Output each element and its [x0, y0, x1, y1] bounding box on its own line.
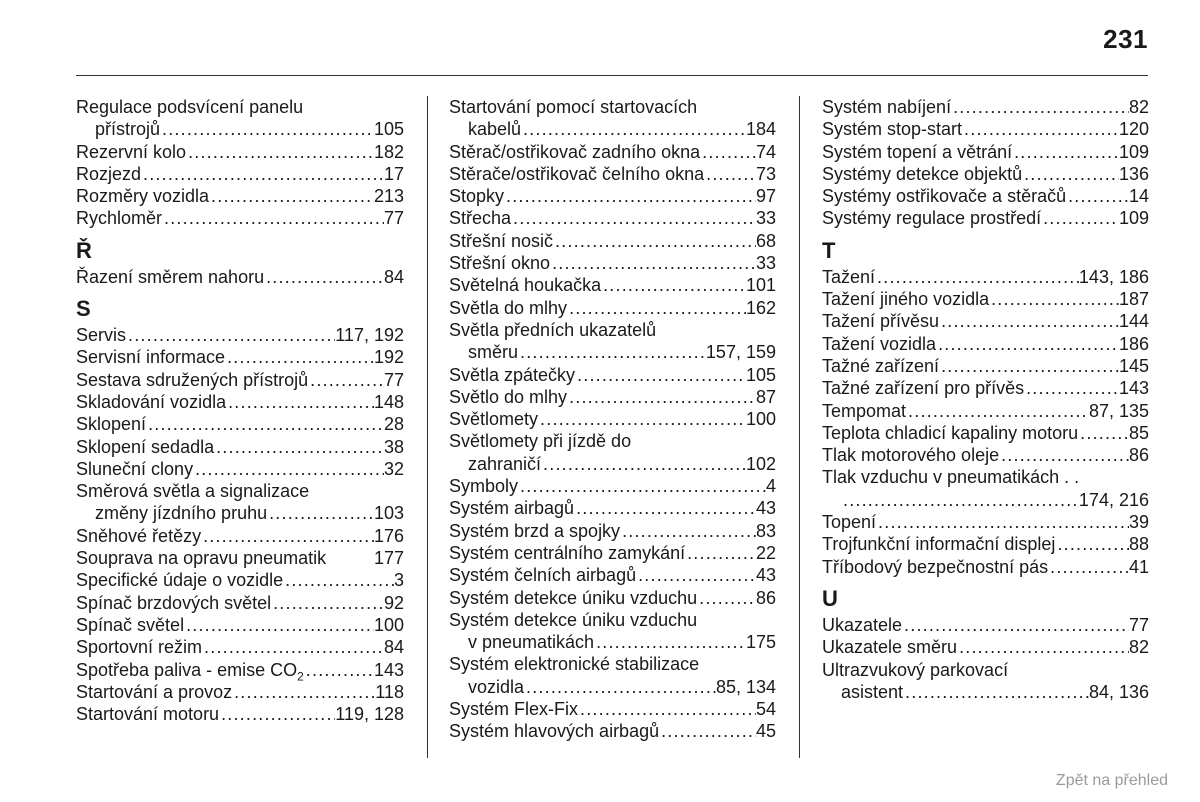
entry-label: Sklopení sedadla: [76, 436, 215, 457]
entry-label: Tažení přívěsu: [822, 311, 940, 332]
page-ref: 32: [383, 458, 404, 479]
page-ref: 73: [755, 163, 776, 184]
entry-label: vozidla: [468, 676, 525, 697]
section-letter: T: [822, 237, 836, 263]
page-ref: 101: [745, 275, 776, 296]
leader-dots: [209, 185, 374, 207]
page-ref: 39: [1128, 512, 1149, 533]
page-ref: 176: [373, 525, 404, 546]
entry-label: Světla do mlhy: [449, 297, 568, 318]
entry-label: Systém detekce úniku vzduchu: [449, 587, 698, 608]
index-entry[interactable]: [76, 659, 404, 684]
index-heading: Tlak vzduchu v pneumatikách . .: [822, 467, 1080, 488]
leader-dots: [876, 511, 1129, 533]
entry-label: Systém hlavových airbagů: [449, 721, 660, 742]
page-ref: 143: [373, 659, 404, 680]
index-entry[interactable]: [76, 118, 404, 140]
page-ref: 177: [373, 548, 404, 569]
leader-dots: [620, 520, 756, 542]
index-entry[interactable]: [822, 533, 1149, 555]
entry-label: Tempomat: [822, 400, 907, 421]
index-entry[interactable]: [822, 422, 1149, 444]
entry-label-text: Spotřeba paliva - emise CO: [76, 659, 298, 680]
leader-dots: [903, 681, 1089, 703]
leader-dots: [962, 118, 1119, 140]
entry-label: kabelů: [468, 119, 522, 140]
index-entry[interactable]: [822, 400, 1149, 422]
page-ref: 103: [373, 503, 404, 524]
leader-dots: [201, 525, 374, 547]
index-entry[interactable]: [822, 489, 1149, 511]
index-entry[interactable]: [449, 163, 776, 185]
page-ref: 3: [393, 570, 404, 591]
index-heading: Systém detekce úniku vzduchu: [449, 609, 698, 630]
index-entry[interactable]: [449, 297, 776, 319]
page-ref: 86: [1128, 445, 1149, 466]
entry-label: Teplota chladicí kapaliny motoru: [822, 422, 1079, 443]
entry-label: Střešní nosič: [449, 230, 554, 251]
index-entry[interactable]: [449, 475, 776, 497]
index-entry[interactable]: [822, 288, 1149, 310]
index-entry[interactable]: [822, 310, 1149, 332]
entry-label: Trojfunkční informační displej: [822, 534, 1056, 555]
page-ref: 100: [373, 614, 404, 635]
page-ref: 87, 135: [1088, 400, 1149, 421]
index-column-2: [449, 96, 776, 743]
leader-dots: [875, 266, 1079, 288]
entry-label: Systémy ostřikovače a stěračů: [822, 186, 1067, 207]
index-entry[interactable]: [822, 333, 1149, 355]
leader-dots: [160, 118, 374, 140]
entry-label: Stěrače/ostřikovač čelního okna: [449, 163, 705, 184]
leader-dots: [601, 274, 746, 296]
page-ref: 28: [383, 414, 404, 435]
entry-label: Spínač světel: [76, 614, 185, 635]
leader-dots: [567, 386, 756, 408]
page-ref: 192: [373, 347, 404, 368]
page-ref: 119, 128: [335, 704, 404, 725]
leader-dots: [126, 324, 335, 346]
page-ref: 144: [1118, 311, 1149, 332]
index-entry[interactable]: [449, 564, 776, 586]
leader-dots: [906, 400, 1089, 422]
entry-label: Tažné zařízení: [822, 355, 940, 376]
leader-dots: [704, 163, 756, 185]
index-heading: Světla předních ukazatelů: [449, 319, 657, 340]
index-entry[interactable]: [822, 511, 1149, 533]
entry-label: Souprava na opravu pneumatik: [76, 548, 327, 569]
entry-label: Systémy regulace prostředí: [822, 208, 1042, 229]
index-entry[interactable]: [822, 377, 1149, 399]
index-entry[interactable]: [76, 436, 404, 458]
index-entry[interactable]: [449, 720, 776, 742]
index-entry[interactable]: [822, 614, 1149, 636]
index-column-3: [822, 96, 1149, 703]
section-letter: S: [76, 296, 91, 322]
leader-dots: [146, 413, 384, 435]
leader-dots: [578, 698, 756, 720]
page-ref: 4: [765, 476, 776, 497]
leader-dots: [1024, 377, 1119, 399]
entry-label: Sklopení: [76, 414, 147, 435]
leader-dots: [700, 141, 756, 163]
index-entry[interactable]: [76, 207, 404, 229]
index-entry[interactable]: [822, 141, 1149, 163]
index-entry[interactable]: [449, 207, 776, 229]
page-ref: 143: [1118, 378, 1149, 399]
leader-dots: [511, 207, 756, 229]
entry-label: Systém centrálního zamykání: [449, 542, 686, 563]
index-entry[interactable]: [449, 230, 776, 252]
leader-dots: [999, 444, 1129, 466]
page-ref: 17: [383, 163, 404, 184]
section-letter: U: [822, 585, 838, 611]
index-entry[interactable]: [76, 369, 404, 391]
page-ref: 100: [745, 409, 776, 430]
page-ref: 77: [383, 369, 404, 390]
index-entry[interactable]: [822, 444, 1149, 466]
entry-label: Sestava sdružených přístrojů: [76, 369, 309, 390]
leader-dots: [936, 333, 1119, 355]
index-entry[interactable]: [76, 525, 404, 547]
leader-dots: [1078, 422, 1129, 444]
back-to-overview-link[interactable]: Zpět na přehled: [1055, 772, 1168, 789]
entry-label: zahraničí: [468, 453, 542, 474]
leader-dots: [184, 614, 374, 636]
index-column-1: [76, 96, 404, 725]
index-entry[interactable]: [449, 631, 776, 653]
entry-label: asistent: [841, 681, 904, 702]
page-ref: 85, 134: [715, 676, 776, 697]
leader-dots: [1012, 141, 1119, 163]
entry-label: Sluneční clony: [76, 458, 194, 479]
leader-dots: [219, 703, 335, 725]
entry-label: Startování motoru: [76, 704, 220, 725]
index-entry[interactable]: [822, 636, 1149, 658]
leader-dots: [541, 453, 746, 475]
page-ref: 38: [383, 436, 404, 457]
leader-dots: [518, 341, 706, 363]
entry-label: Rezervní kolo: [76, 141, 187, 162]
index-entry[interactable]: [76, 636, 404, 658]
index-entry[interactable]: [76, 413, 404, 435]
entry-label: Ukazatele směru: [822, 637, 958, 658]
index-entry[interactable]: [449, 587, 776, 609]
entry-label: Světla zpátečky: [449, 364, 576, 385]
leader-dots: [594, 631, 746, 653]
leader-dots: [232, 681, 375, 703]
page-ref: 162: [745, 297, 776, 318]
index-entry[interactable]: [449, 118, 776, 140]
leader-dots: [225, 346, 374, 368]
leader-dots: [902, 614, 1129, 636]
page-ref: 33: [755, 208, 776, 229]
entry-label: Startování a provoz: [76, 681, 233, 702]
entry-label: Topení: [822, 512, 877, 533]
page-ref: 88: [1128, 534, 1149, 555]
index-entry[interactable]: [822, 355, 1149, 377]
page-ref: 22: [755, 542, 776, 563]
entry-label: změny jízdního pruhu: [95, 503, 268, 524]
leader-dots: [1022, 163, 1119, 185]
index-entry[interactable]: [76, 502, 404, 524]
entry-label: Ukazatele: [822, 614, 903, 635]
leader-dots: [521, 118, 746, 140]
page-ref: 68: [755, 230, 776, 251]
index-entry[interactable]: [449, 386, 776, 408]
page-ref: 84: [383, 266, 404, 287]
page-ref: 41: [1128, 556, 1149, 577]
page-ref: 213: [373, 186, 404, 207]
entry-label: Tažné zařízení pro přívěs: [822, 378, 1025, 399]
page-ref: 74: [755, 141, 776, 162]
page-ref: 77: [383, 208, 404, 229]
page-ref: 97: [755, 186, 776, 207]
leader-dots: [550, 252, 756, 274]
page-ref: 136: [1118, 163, 1149, 184]
leader-dots: [575, 364, 746, 386]
index-heading: Ultrazvukový parkovací: [822, 659, 1009, 680]
leader-dots: [939, 310, 1119, 332]
page-ref: 186: [1118, 333, 1149, 354]
leader-dots: [271, 592, 384, 614]
entry-label: Systémy detekce objektů: [822, 163, 1023, 184]
column-divider: [427, 96, 428, 758]
page-ref: 120: [1118, 119, 1149, 140]
leader-dots: [553, 230, 756, 252]
index-entry[interactable]: [76, 614, 404, 636]
page-ref: 87: [755, 386, 776, 407]
leader-dots: [141, 163, 384, 185]
page-ref: 85: [1128, 422, 1149, 443]
leader-dots: [951, 96, 1129, 118]
page-ref: 14: [1128, 186, 1149, 207]
leader-dots: [636, 564, 756, 586]
entry-label: Systém stop-start: [822, 119, 963, 140]
index-entry[interactable]: [822, 118, 1149, 140]
page-ref: 77: [1128, 614, 1149, 635]
index-heading: Směrová světla a signalizace: [76, 481, 310, 502]
page-ref: 184: [745, 119, 776, 140]
page-ref: 175: [745, 632, 776, 653]
index-entry[interactable]: [449, 542, 776, 564]
index-heading: Startování pomocí startovacích: [449, 97, 698, 117]
index-entry[interactable]: [76, 266, 404, 288]
page-number: 231: [1103, 24, 1148, 54]
page-ref: 92: [383, 592, 404, 613]
page-ref: 43: [755, 498, 776, 519]
leader-dots: [193, 458, 384, 480]
index-entry[interactable]: [822, 556, 1149, 578]
entry-label: Systém čelních airbagů: [449, 565, 637, 586]
entry-label: Světelná houkačka: [449, 275, 602, 296]
entry-label: Střecha: [449, 208, 512, 229]
entry-label: Sportovní režim: [76, 637, 203, 658]
entry-label: Spínač brzdových světel: [76, 592, 272, 613]
leader-dots: [685, 542, 756, 564]
entry-label: Tlak motorového oleje: [822, 445, 1000, 466]
leader-dots: [1048, 556, 1129, 578]
page-ref: 45: [755, 721, 776, 742]
entry-label: Systém topení a větrání: [822, 141, 1013, 162]
page-ref: 148: [373, 391, 404, 412]
index-entry[interactable]: [449, 364, 776, 386]
page-ref: 109: [1118, 208, 1149, 229]
page-ref: 84, 136: [1088, 681, 1149, 702]
page-ref: 83: [755, 520, 776, 541]
section-letter: Ř: [76, 237, 92, 263]
index-entry[interactable]: [822, 185, 1149, 207]
entry-label: Servis: [76, 325, 127, 346]
leader-dots: [574, 497, 756, 519]
page-ref: 118: [375, 681, 404, 702]
leader-dots: [1041, 207, 1119, 229]
leader-dots: [697, 587, 756, 609]
entry-label: Systém Flex-Fix: [449, 699, 579, 720]
index-entry[interactable]: [449, 141, 776, 163]
index-entry[interactable]: [449, 408, 776, 430]
index-entry[interactable]: [822, 96, 1149, 118]
index-entry[interactable]: [449, 185, 776, 207]
index-heading: Světlomety při jízdě do: [449, 431, 632, 452]
page-ref: 82: [1128, 97, 1149, 117]
index-entry[interactable]: [76, 324, 404, 346]
page-ref: 84: [383, 637, 404, 658]
leader-dots: [1055, 533, 1129, 555]
entry-label: Řazení směrem nahoru: [76, 266, 265, 287]
page-ref: 105: [373, 119, 404, 140]
index-entry[interactable]: [449, 274, 776, 296]
entry-label: přístrojů: [95, 119, 161, 140]
column-divider: [799, 96, 800, 758]
leader-dots: [939, 355, 1119, 377]
index-entry[interactable]: [449, 698, 776, 720]
leader-dots: [202, 636, 384, 658]
leader-dots: [989, 288, 1119, 310]
leader-dots: [226, 391, 374, 413]
index-entry[interactable]: [76, 703, 404, 725]
index-heading: Regulace podsvícení panelu: [76, 97, 304, 117]
leader-dots: [283, 569, 394, 591]
leader-dots: [518, 475, 766, 497]
entry-label: Tažení vozidla: [822, 333, 937, 354]
page-ref: 82: [1128, 637, 1149, 658]
page-ref: 182: [373, 141, 404, 162]
page-ref: 54: [755, 699, 776, 720]
page-ref: 174, 216: [1078, 489, 1149, 510]
entry-label: Tříbodový bezpečnostní pás: [822, 556, 1049, 577]
index-entry[interactable]: [76, 163, 404, 185]
page-ref: 187: [1118, 289, 1149, 310]
subscript-2: 2: [297, 669, 304, 684]
page-ref: 109: [1118, 141, 1149, 162]
page-ref: 43: [755, 565, 776, 586]
entry-label: [76, 659, 304, 684]
page-ref: 33: [755, 253, 776, 274]
entry-label: Systém nabíjení: [822, 97, 952, 117]
entry-label: Rozjezd: [76, 163, 142, 184]
index-entry[interactable]: [449, 676, 776, 698]
index-entry[interactable]: [76, 185, 404, 207]
leader-dots: [304, 659, 374, 681]
leader-dots: [567, 297, 746, 319]
index-entry[interactable]: [76, 458, 404, 480]
index-entry[interactable]: [822, 163, 1149, 185]
entry-label: Servisní informace: [76, 347, 226, 368]
entry-label: Specifické údaje o vozidle: [76, 570, 284, 591]
entry-label: Rozměry vozidla: [76, 186, 210, 207]
index-entry[interactable]: [76, 346, 404, 368]
page-ref: 102: [745, 453, 776, 474]
entry-label: Symboly: [449, 476, 519, 497]
index-entry[interactable]: [822, 681, 1149, 703]
entry-label: Sněhové řetězy: [76, 525, 202, 546]
entry-label: Systém airbagů: [449, 498, 575, 519]
page-ref: 145: [1118, 355, 1149, 376]
page-ref: 157, 159: [705, 342, 776, 363]
entry-label: Světlo do mlhy: [449, 386, 568, 407]
leader-dots: [214, 436, 384, 458]
page-ref: 143, 186: [1078, 266, 1149, 287]
entry-label: Světlomety: [449, 409, 539, 430]
entry-label: Rychloměr: [76, 208, 163, 229]
index-entry[interactable]: [449, 497, 776, 519]
index-entry[interactable]: [76, 141, 404, 163]
entry-label: v pneumatikách: [468, 632, 595, 653]
index-entry[interactable]: [449, 520, 776, 542]
page-ref: 86: [755, 587, 776, 608]
index-entry[interactable]: [449, 341, 776, 363]
leader-dots: [308, 369, 384, 391]
page-ref: 117, 192: [335, 325, 404, 346]
header-rule: [76, 75, 1148, 76]
index-entry[interactable]: [76, 569, 404, 591]
entry-label: Tažení: [822, 266, 876, 287]
page-ref: 105: [745, 364, 776, 385]
index-entry[interactable]: [76, 547, 404, 569]
entry-label: Stěrač/ostřikovač zadního okna: [449, 141, 701, 162]
entry-label: směru: [468, 342, 519, 363]
leader-dots: [264, 266, 384, 288]
index-entry[interactable]: [822, 207, 1149, 229]
index-entry[interactable]: [449, 252, 776, 274]
index-entry[interactable]: [76, 391, 404, 413]
index-entry[interactable]: [76, 592, 404, 614]
leader-dots: [659, 720, 756, 742]
leader-dots: [504, 185, 756, 207]
leader-dots: [841, 489, 1079, 511]
leader-dots: [524, 676, 716, 698]
leader-dots: [267, 502, 374, 524]
entry-label: Tažení jiného vozidla: [822, 289, 990, 310]
entry-label: Skladování vozidla: [76, 391, 227, 412]
index-entry[interactable]: [76, 681, 404, 703]
leader-dots: [162, 207, 384, 229]
leader-dots: [538, 408, 746, 430]
index-entry[interactable]: [449, 453, 776, 475]
entry-label: Střešní okno: [449, 253, 551, 274]
leader-dots: [957, 636, 1129, 658]
entry-label: Systém brzd a spojky: [449, 520, 621, 541]
leader-dots: [186, 141, 374, 163]
entry-label: Stopky: [449, 186, 505, 207]
index-heading: Systém elektronické stabilizace: [449, 654, 700, 675]
leader-dots: [1066, 185, 1129, 207]
index-entry[interactable]: [822, 266, 1149, 288]
